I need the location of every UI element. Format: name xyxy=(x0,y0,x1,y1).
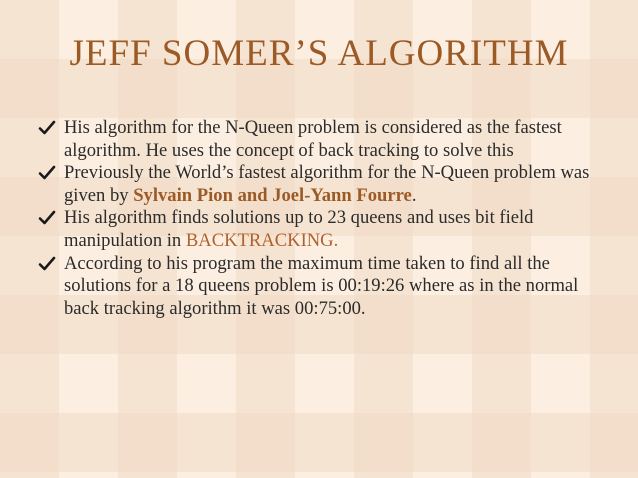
bullet-text: Previously the World’s fastest algorithm for the N-Queen problem was given by xyxy=(64,162,590,206)
bullet-item-1 xyxy=(38,117,598,162)
bullet-item-2 xyxy=(38,162,598,207)
highlighted-names: Sylvain Pion and Joel-Yann Fourre xyxy=(133,184,412,206)
checkmark-icon xyxy=(38,119,56,137)
checkmark-icon xyxy=(38,164,56,182)
bullet-list xyxy=(38,117,598,320)
slide-title: JEFF SOMER’S ALGORITHM xyxy=(69,33,569,74)
bullet-text: His algorithm for the N-Queen problem is considered as the fastest algorithm. He uses the concept of back tracking to solve this xyxy=(64,117,562,161)
bullet-text: His algorithm finds solutions up to 23 queens and uses bit field manipulation in xyxy=(64,207,534,251)
highlighted-term: BACKTRACKING. xyxy=(185,229,339,251)
bullet-item-3 xyxy=(38,207,598,252)
checkmark-icon xyxy=(38,209,56,227)
checkmark-icon xyxy=(38,255,56,273)
bullet-text-end: . xyxy=(411,184,417,206)
bullet-item-4 xyxy=(38,253,598,321)
bullet-text: According to his program the maximum time taken to find all the solutions for a 18 queens problem is 00:19:26 where as in the normal back tracking algorithm it was 00:75:00. xyxy=(64,252,579,319)
